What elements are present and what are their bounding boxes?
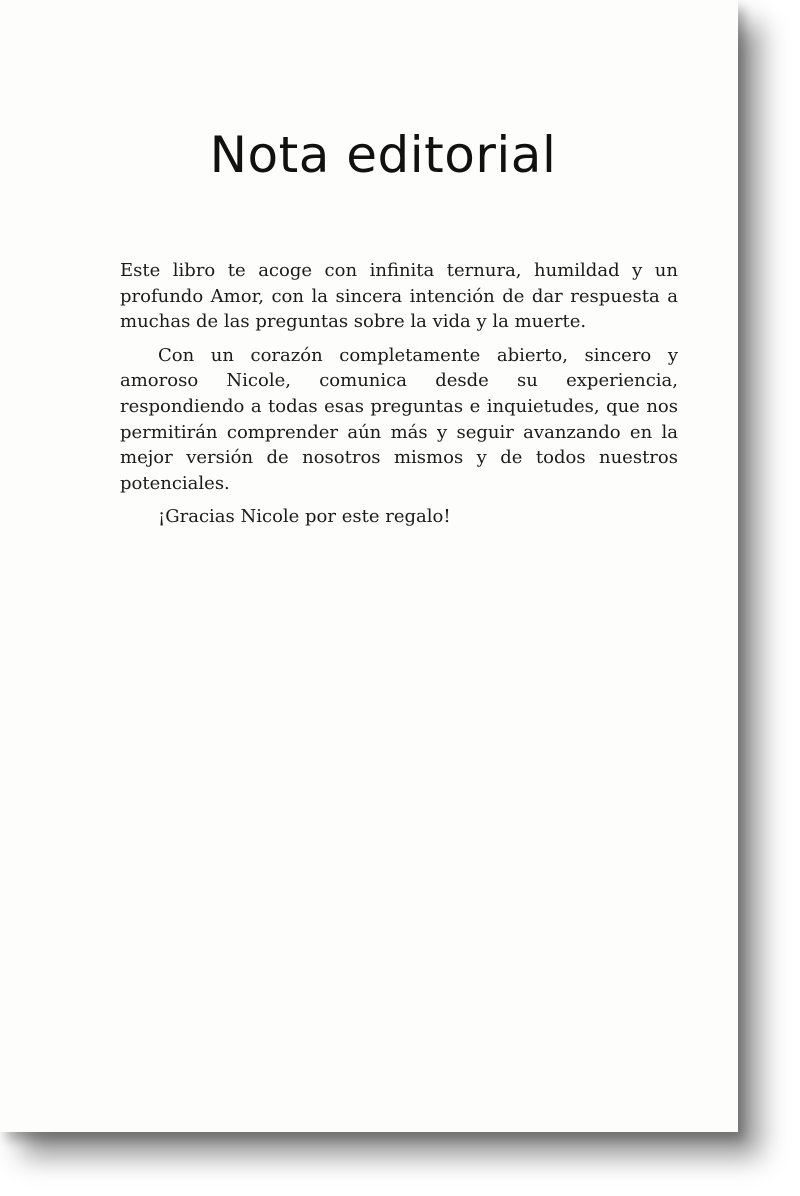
page-body [120, 258, 678, 538]
page-title: Nota editorial [209, 126, 557, 184]
paragraph-thanks: ¡Gracias Nicole por este regalo! [158, 506, 451, 528]
paragraph-nicole: Con un corazón completamente abierto, sincero y amoroso Nicole, comunica desde su experiencia, respondiendo a todas esas preguntas e inquietudes, que nos permitirán comprender aún más y seguir avanzando en la mejor versión de nosotros mismos y de todos nuestros potenciales. [120, 344, 678, 494]
paragraph-intro: Este libro te acoge con infinita ternura, humildad y un profundo Amor, con la sincera intención de dar respuesta a muchas de las preguntas sobre la vida y la muerte. [120, 260, 678, 333]
